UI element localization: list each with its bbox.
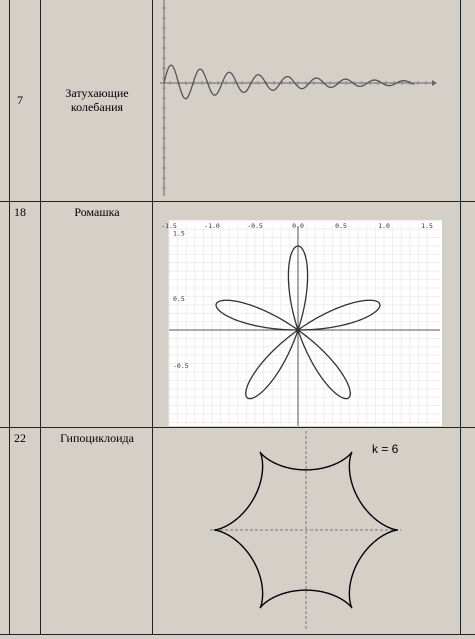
x-tick-label: 0.0 bbox=[292, 222, 304, 230]
column-divider bbox=[152, 0, 153, 635]
x-tick-label: -1.0 bbox=[204, 222, 220, 230]
x-tick-label: 0.5 bbox=[335, 222, 347, 230]
table-border-bottom bbox=[0, 634, 475, 635]
column-divider bbox=[40, 0, 41, 635]
y-tick-label: -0.5 bbox=[173, 362, 189, 371]
row-divider bbox=[0, 427, 475, 428]
row-number: 18 bbox=[14, 205, 26, 219]
row-number: 22 bbox=[14, 431, 26, 445]
y-tick-label: 0.5 bbox=[173, 294, 185, 303]
row-name bbox=[42, 86, 152, 114]
table-border-right bbox=[460, 0, 461, 635]
x-axis-arrow bbox=[432, 80, 437, 86]
row-divider bbox=[0, 201, 475, 202]
row-name-line: колебания bbox=[70, 100, 124, 114]
row-number: 7 bbox=[17, 93, 23, 107]
row-name: Ромашка bbox=[74, 205, 120, 219]
axis-ticks bbox=[162, 8, 426, 188]
k-label: k = 6 bbox=[372, 442, 399, 456]
chamomile-rose-plot bbox=[161, 220, 442, 426]
row-name: Гипоциклоида bbox=[60, 431, 134, 445]
x-tick-label: -0.5 bbox=[247, 222, 263, 230]
x-tick-label: 1.0 bbox=[378, 222, 390, 230]
hypocycloid-plot bbox=[154, 429, 459, 633]
y-tick-label: 1.5 bbox=[173, 229, 185, 238]
row-name-line: Затухающие bbox=[65, 86, 129, 100]
x-tick-label: -1.5 bbox=[161, 222, 177, 230]
x-tick-label: 1.5 bbox=[421, 222, 433, 230]
damped-oscillation-plot bbox=[158, 0, 438, 198]
